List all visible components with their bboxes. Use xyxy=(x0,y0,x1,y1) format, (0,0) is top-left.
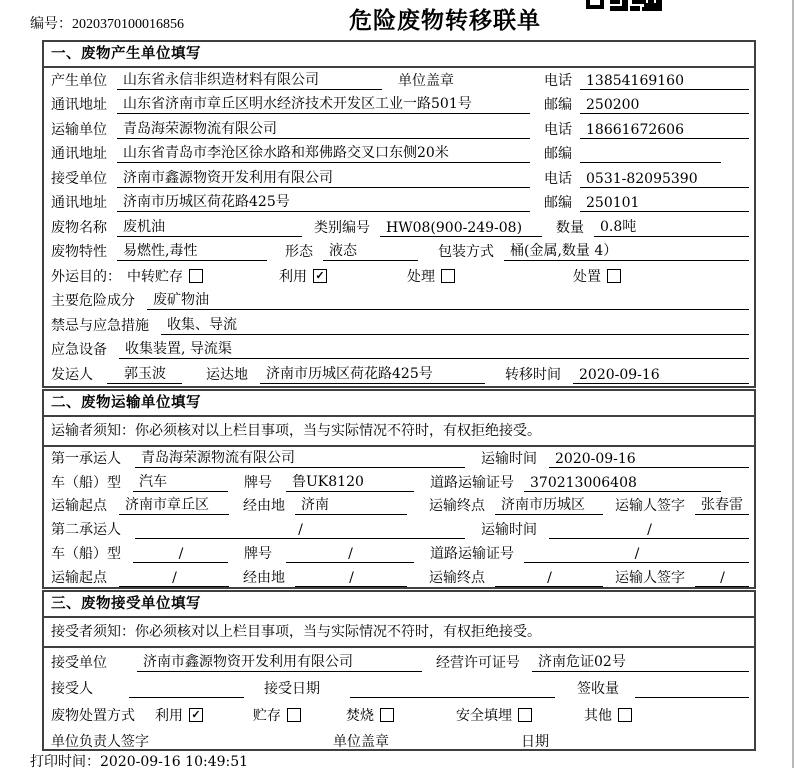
carrier1-label: 第一承运人 xyxy=(51,450,121,467)
transporter-field: 青岛海荣源物流有限公司 xyxy=(117,118,530,139)
row-producer xyxy=(44,68,754,93)
consignor-field: 郭玉波 xyxy=(107,363,182,384)
transfer-time-field: 2020-09-16 xyxy=(573,367,749,384)
vehicle2-field: / xyxy=(133,546,228,563)
print-time-line xyxy=(30,751,248,771)
form-state-label: 形态 xyxy=(285,244,313,260)
time2-label: 运输时间 xyxy=(481,522,537,539)
disposal-label: 废物处置方式 xyxy=(51,707,135,724)
destination-field: 济南市历城区荷花路425号 xyxy=(260,363,485,384)
phone2-field: 18661672606 xyxy=(580,122,749,139)
hazard-label: 主要危险成分 xyxy=(51,293,135,309)
section-receiver xyxy=(42,590,756,751)
equipment-field: 收集装置, 导流渠 xyxy=(119,338,749,359)
section-producer xyxy=(42,40,756,388)
row-taboo-measures xyxy=(44,313,754,338)
signed-amount-label: 签收量 xyxy=(577,681,619,697)
time2-field: / xyxy=(549,522,749,539)
page-edge-line xyxy=(792,0,794,768)
via1-field: 济南 xyxy=(295,494,407,515)
section-producer-header: 一、废物产生单位填写 xyxy=(44,42,754,68)
row-recipient xyxy=(44,675,754,702)
equipment-label: 应急设备 xyxy=(51,342,107,358)
category-field: HW08(900-249-08) xyxy=(380,220,542,237)
row-transporter xyxy=(44,117,754,142)
receive-date-field xyxy=(350,681,555,698)
zip2-label: 邮编 xyxy=(544,146,572,162)
disposal-incinerate-label: 焚烧 xyxy=(346,707,374,724)
addr3-field: 济南市历城区荷花路425号 xyxy=(117,191,530,212)
transporter-label: 运输单位 xyxy=(51,121,107,138)
qr-code-fragment xyxy=(586,0,662,11)
destination-label: 运达地 xyxy=(206,366,248,383)
plate1-label: 牌号 xyxy=(244,474,272,491)
quantity-field: 0.8吨 xyxy=(594,216,749,237)
transfer-time-label: 转移时间 xyxy=(505,366,561,383)
purpose-use-checkbox: ✓ xyxy=(313,269,327,283)
taboo-label: 禁忌与应急措施 xyxy=(51,317,149,334)
disposal-option-storage xyxy=(253,705,301,725)
addr3-label: 通讯地址 xyxy=(51,195,107,211)
head-sign-field xyxy=(197,734,309,751)
operating-license-field: 济南危证02号 xyxy=(532,651,749,672)
row-route1 xyxy=(44,495,754,519)
receiver-seal-label: 单位盖章 xyxy=(333,734,389,750)
operating-license-label: 经营许可证号 xyxy=(436,654,520,671)
via2-field: / xyxy=(295,570,407,587)
disposal-option-use xyxy=(155,705,203,725)
recipient-label: 接受人 xyxy=(51,681,93,697)
hazard-field: 废矿物油 xyxy=(147,289,749,310)
serial-number: 2020370100016856 xyxy=(72,17,184,32)
phone1-label: 电话 xyxy=(544,72,572,89)
purpose-treat-label: 处理 xyxy=(407,268,435,285)
row-vehicle1 xyxy=(44,471,754,495)
origin1-label: 运输起点 xyxy=(51,498,107,515)
disposal-use-label: 利用 xyxy=(155,707,183,724)
receiver-notice: 接受者须知：你必须核对以上栏目事项，当与实际情况不符时，有权拒绝接受。 xyxy=(44,618,754,648)
purpose-option-treat xyxy=(407,266,455,286)
disposal-landfill-checkbox xyxy=(518,708,532,722)
purpose-treat-checkbox xyxy=(441,269,455,283)
row-first-carrier xyxy=(44,447,754,471)
disposal-use-checkbox: ✓ xyxy=(189,708,203,722)
purpose-storage-label: 中转贮存 xyxy=(127,268,183,285)
end1-label: 运输终点 xyxy=(429,498,485,515)
row-hazard-component xyxy=(44,289,754,314)
row-second-carrier xyxy=(44,518,754,542)
row-receiver-address xyxy=(44,191,754,216)
sign1-label: 运输人签字 xyxy=(615,498,685,515)
purpose-option-dispose xyxy=(573,266,621,286)
addr2-label: 通讯地址 xyxy=(51,146,107,162)
phone3-label: 电话 xyxy=(544,170,572,187)
section-transporter-header: 二、废物运输单位填写 xyxy=(44,391,754,417)
origin2-label: 运输起点 xyxy=(51,569,107,586)
section-receiver-header: 三、废物接受单位填写 xyxy=(44,592,754,618)
vehicle1-field: 汽车 xyxy=(133,471,228,492)
row-consignor xyxy=(44,362,754,387)
license1-field: 370213006408 xyxy=(524,475,721,492)
form-title: 危险废物转移联单 xyxy=(349,7,541,34)
character-field: 易燃性,毒性 xyxy=(117,240,267,261)
packing-label: 包装方式 xyxy=(438,244,494,260)
waste-name-label: 废物名称 xyxy=(51,219,107,236)
receive-date-label: 接受日期 xyxy=(264,681,320,697)
category-label: 类别编号 xyxy=(314,219,370,236)
sign1-field: 张春雷 xyxy=(695,494,749,515)
row-emergency-equipment xyxy=(44,338,754,363)
producer-label: 产生单位 xyxy=(51,72,107,89)
zip1-field: 250200 xyxy=(580,97,749,114)
addr2-field: 山东省青岛市李沧区徐水路和郑佛路交叉口东侧20米 xyxy=(117,142,530,163)
recipient-field xyxy=(129,681,244,698)
origin1-field: 济南市章丘区 xyxy=(119,494,229,515)
addr1-field: 山东省济南市章丘区明水经济技术开发区工业一路501号 xyxy=(117,93,530,114)
seal-date-field xyxy=(565,734,749,751)
row-transporter-address xyxy=(44,142,754,167)
sign2-field: / xyxy=(695,570,749,587)
purpose-dispose-checkbox xyxy=(607,269,621,283)
print-time-label: 打印时间： xyxy=(30,754,100,770)
disposal-other-label: 其他 xyxy=(584,707,612,724)
purpose-dispose-label: 处置 xyxy=(573,268,601,285)
via2-label: 经由地 xyxy=(243,569,285,586)
receiving-unit-field: 济南市鑫源物资开发利用有限公司 xyxy=(137,651,422,672)
zip1-label: 邮编 xyxy=(544,97,572,113)
receiver-field: 济南市鑫源物资开发利用有限公司 xyxy=(117,167,530,188)
row-waste-character xyxy=(44,240,754,265)
print-time-value: 2020-09-16 10:49:51 xyxy=(100,754,249,770)
disposal-option-incinerate xyxy=(346,705,394,725)
consignor-label: 发运人 xyxy=(51,366,93,383)
carrier2-field: / xyxy=(135,522,465,539)
phone1-field: 13854169160 xyxy=(580,73,749,90)
purpose-use-label: 利用 xyxy=(279,268,307,285)
taboo-field: 收集、导流 xyxy=(161,314,749,335)
producer-field: 山东省永信非织造材料有限公司 xyxy=(117,69,382,90)
addr1-label: 通讯地址 xyxy=(51,97,107,113)
receiving-unit-label: 接受单位 xyxy=(51,654,107,671)
transporter-notice: 运输者须知：你必须核对以上栏目事项，当与实际情况不符时，有权拒绝接受。 xyxy=(44,417,754,447)
origin2-field: / xyxy=(119,570,229,587)
time1-field: 2020-09-16 xyxy=(549,451,749,468)
license2-label: 道路运输证号 xyxy=(430,545,514,562)
row-waste-name xyxy=(44,215,754,240)
plate2-field: / xyxy=(286,546,414,563)
purpose-storage-checkbox xyxy=(189,269,203,283)
plate2-label: 牌号 xyxy=(244,545,272,562)
disposal-other-checkbox xyxy=(618,708,632,722)
row-transfer-purpose xyxy=(44,264,754,289)
phone2-label: 电话 xyxy=(544,121,572,138)
section-transporter xyxy=(42,389,756,589)
phone3-field: 0531-82095390 xyxy=(580,171,749,188)
unit-seal-label: 单位盖章 xyxy=(398,72,454,89)
row-head-signature xyxy=(44,728,754,752)
license1-label: 道路运输证号 xyxy=(430,474,514,491)
end2-label: 运输终点 xyxy=(429,569,485,586)
end2-field: / xyxy=(495,570,603,587)
row-vehicle2 xyxy=(44,542,754,566)
zip3-field: 250101 xyxy=(580,195,749,212)
serial-number-line xyxy=(30,13,184,33)
disposal-storage-checkbox xyxy=(287,708,301,722)
end1-field: 济南市历城区 xyxy=(495,494,603,515)
row-disposal-method xyxy=(44,701,754,728)
form-top-bar xyxy=(0,0,796,40)
disposal-storage-label: 贮存 xyxy=(253,707,281,724)
row-producer-address xyxy=(44,93,754,118)
purpose-label: 外运目的： xyxy=(51,268,121,285)
waste-name-field: 废机油 xyxy=(117,216,302,237)
receiver-label: 接受单位 xyxy=(51,170,107,187)
row-receiver xyxy=(44,166,754,191)
license2-field: / xyxy=(524,546,749,563)
vehicle1-label: 车（船）型 xyxy=(51,474,121,491)
purpose-option-storage xyxy=(127,266,203,286)
head-sign-label: 单位负责人签字 xyxy=(51,734,149,750)
packing-field: 桶(金属,数量 4） xyxy=(504,240,749,261)
sign2-label: 运输人签字 xyxy=(615,569,685,586)
disposal-option-other xyxy=(584,705,632,725)
seal-date-label: 日期 xyxy=(521,734,549,750)
signed-amount-field xyxy=(635,681,749,698)
via1-label: 经由地 xyxy=(243,498,285,515)
disposal-incinerate-checkbox xyxy=(380,708,394,722)
purpose-option-use xyxy=(279,266,327,286)
plate1-field: 鲁UK8120 xyxy=(286,471,414,492)
disposal-option-landfill xyxy=(456,705,532,725)
zip3-label: 邮编 xyxy=(544,195,572,211)
quantity-label: 数量 xyxy=(556,219,584,236)
disposal-landfill-label: 安全填埋 xyxy=(456,707,512,724)
row-route2 xyxy=(44,566,754,589)
form-state-field: 液态 xyxy=(323,240,418,261)
vehicle2-label: 车（船）型 xyxy=(51,545,121,562)
character-label: 废物特性 xyxy=(51,244,107,260)
serial-label: 编号： xyxy=(30,16,72,32)
carrier1-field: 青岛海荣源物流有限公司 xyxy=(135,447,465,468)
row-receiving-unit xyxy=(44,648,754,675)
zip2-field xyxy=(580,146,721,163)
time1-label: 运输时间 xyxy=(481,450,537,467)
carrier2-label: 第二承运人 xyxy=(51,522,121,539)
